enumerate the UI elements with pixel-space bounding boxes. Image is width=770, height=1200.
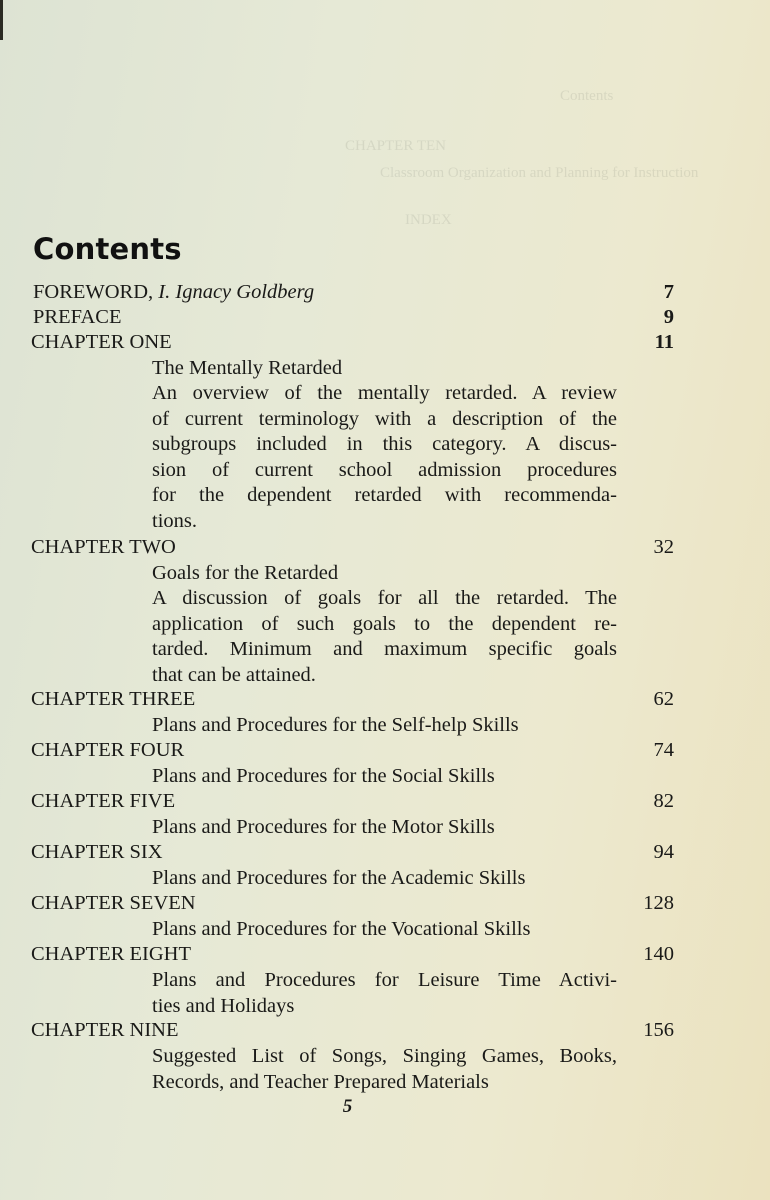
entry-label: PREFACE (33, 306, 122, 328)
foreword-author: I. Ignacy Goldberg (158, 281, 315, 303)
bleed-through-text: Contents (560, 88, 614, 104)
chapter-label: CHAPTER FIVE (31, 790, 176, 812)
page-number: 140 (643, 943, 674, 965)
bleed-through-text: Classroom Organization and Planning for Instruction (380, 165, 699, 181)
chapter-label: CHAPTER FOUR (31, 739, 185, 761)
chapter-label: CHAPTER NINE (31, 1019, 179, 1041)
chapter-label: CHAPTER TWO (31, 536, 176, 558)
page-number: 11 (654, 331, 674, 353)
chapter-label: CHAPTER SEVEN (31, 892, 196, 914)
page-heading: Contents (33, 232, 182, 266)
page-number: 9 (663, 306, 674, 328)
page-number: 74 (653, 739, 674, 761)
bleed-through-text: CHAPTER TEN (345, 138, 446, 154)
page-number: 7 (663, 281, 674, 303)
chapter-description: An overview of the mentally retarded. A review of current terminology with a description of the subgroups included in this category. A discus- sion of current school admission procedures for the dependent retarded with recommenda- tions. (152, 382, 617, 532)
chapter-title: Plans and Procedures for Leisure Time Activi- ties and Holidays (152, 969, 617, 1017)
page-number: 82 (653, 790, 674, 812)
page-edge (0, 0, 3, 40)
entry-label: FOREWORD, I. Ignacy Goldberg (33, 281, 315, 303)
page-number: 94 (653, 841, 674, 863)
chapter-label: CHAPTER THREE (31, 688, 196, 710)
page-number: 156 (643, 1019, 674, 1041)
bleed-through-text: INDEX (405, 212, 452, 228)
chapter-description: A discussion of goals for all the retarded. The application of such goals to the dependent re- tarded. Minimum and maximum specific goals that can be attained. (152, 587, 617, 686)
page-folio-number: 5 (342, 1096, 353, 1117)
page-number: 128 (643, 892, 674, 914)
chapter-label: CHAPTER EIGHT (31, 943, 192, 965)
chapter-label: CHAPTER ONE (31, 331, 172, 353)
chapter-label: CHAPTER SIX (31, 841, 163, 863)
page-number: 62 (653, 688, 674, 710)
page-number: 32 (653, 536, 674, 558)
chapter-title: Suggested List of Songs, Singing Games, Books, Records, and Teacher Prepared Materials (152, 1045, 617, 1093)
